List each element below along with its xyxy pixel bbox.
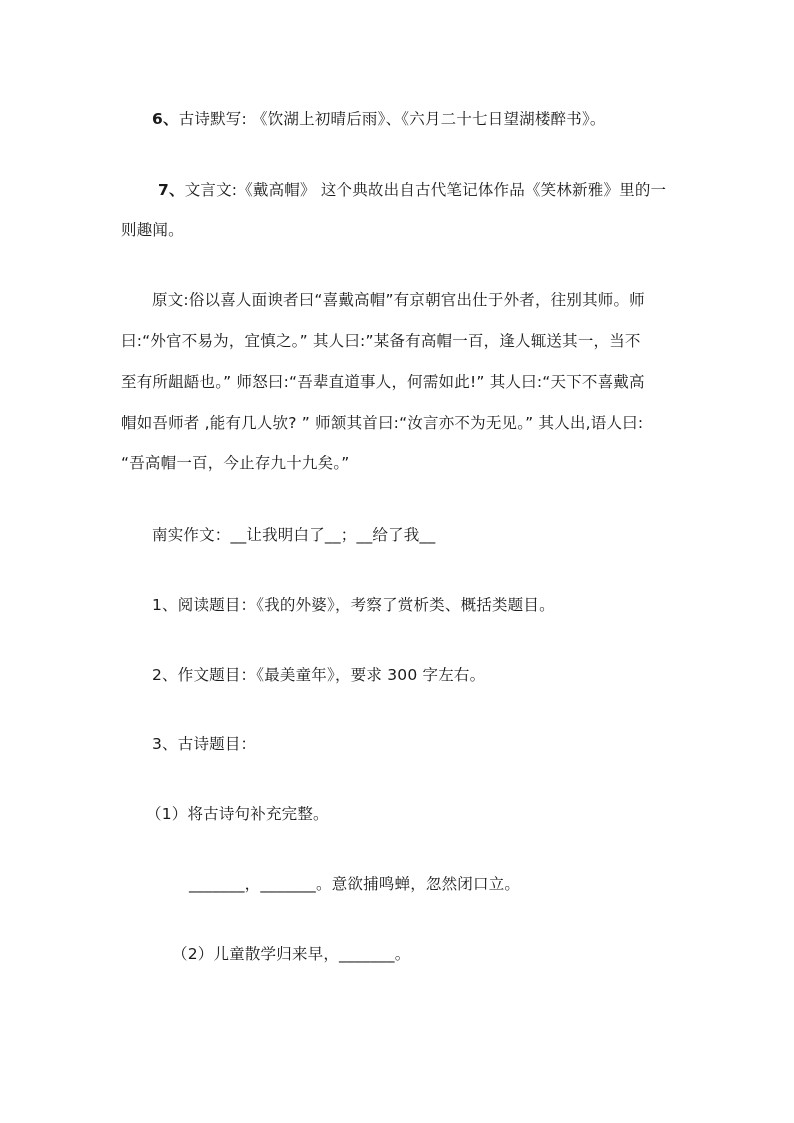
original-text-line-2: 曰:“外官不易为，宜慎之。” 其人曰:”某备有高帽一百，逢人辄送其一，当不 [121,332,641,350]
sub-item-1-fill-blank: _______，_______。意欲捕鸣蝉，忽然闭口立。 [189,875,521,893]
original-text-line-4: 帽如吾师者 ,能有几人欤? ” 师颔其首曰:“汝言亦不为无见。” 其人出,语人曰: [121,414,644,432]
question-6-text: 古诗默写: 《饮湖上初晴后雨》、《六月二十七日望湖楼醉书》。 [178,110,606,128]
item-1-reading: 1、阅读题目：《我的外婆》，考察了赏析类、概括类题目。 [152,596,555,614]
question-7-line-1 [158,180,666,200]
question-7-number: 7、 [158,181,185,199]
original-text-line-5: “吾高帽一百，今止存九十九矣。” [121,454,350,472]
sub-item-1: （1）将古诗句补充完整。 [146,805,329,823]
question-7-text-1: 文言文:《戴高帽》 这个典故出自古代笔记体作品《笑林新雅》里的一 [184,181,667,199]
question-7-line-2: 则趣闻。 [121,221,184,239]
nanshi-essay-heading: 南实作文：__让我明白了__；__给了我__ [152,526,436,544]
item-3-poetry: 3、古诗题目： [152,735,257,753]
original-text-line-1: 原文:俗以喜人面谀者曰“喜戴高帽”有京朝官出仕于外者，往别其师。师 [152,291,645,309]
question-6-number: 6、 [152,110,179,128]
item-2-essay: 2、作文题目：《最美童年》，要求 300 字左右。 [152,666,486,684]
original-text-line-3: 至有所龃龉也。” 师怒曰:“吾辈直道事人，何需如此!” 其人曰:“天下不喜戴高 [121,373,645,391]
question-6 [152,109,606,129]
sub-item-2: （2）儿童散学归来早，_______。 [172,945,411,963]
